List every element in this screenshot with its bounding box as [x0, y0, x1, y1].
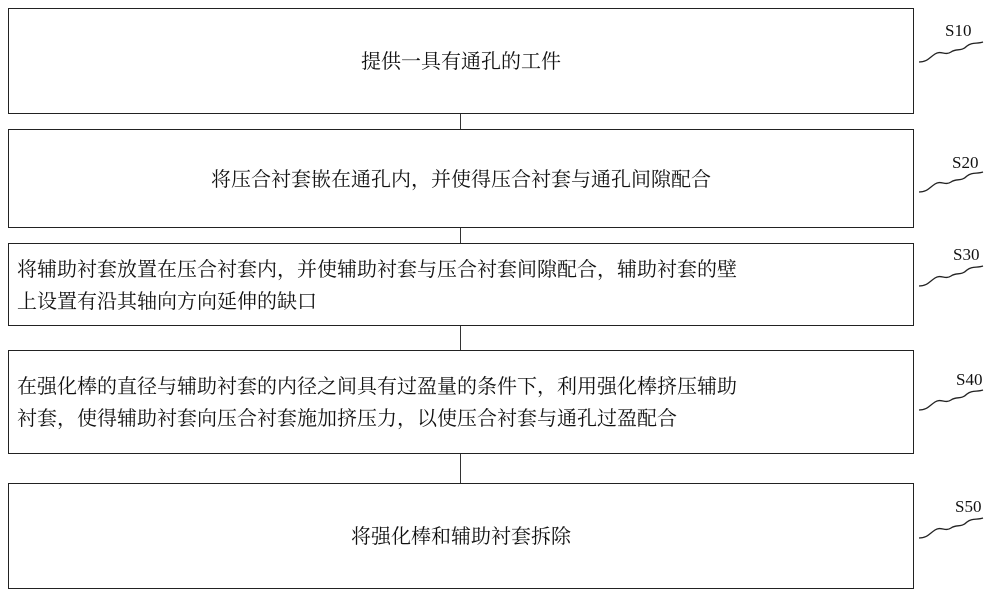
leader-line-s30 — [917, 262, 987, 292]
step-box-s10 — [8, 8, 914, 114]
connector-s40-s50 — [460, 454, 461, 483]
step-label-s40: S40 — [956, 370, 983, 389]
leader-line-s50 — [917, 514, 987, 544]
leader-line-s20 — [917, 168, 987, 198]
step-text-s40: 在强化棒的直径与辅助衬套的内径之间具有过盈量的条件下，利用强化棒挤压辅助 衬套，使得辅助衬套向压合衬套施加挤压力，以使压合衬套与通孔过盈配合 — [17, 374, 737, 430]
step-text-s20: 将压合衬套嵌在通孔内，并使得压合衬套与通孔间隙配合 — [211, 166, 711, 191]
step-box-s40 — [8, 350, 914, 454]
connector-s10-s20 — [460, 114, 461, 129]
leader-line-s10 — [917, 38, 987, 68]
step-box-s50 — [8, 483, 914, 589]
connector-s30-s40 — [460, 326, 461, 350]
step-label-s10: S10 — [945, 21, 972, 40]
step-box-s30 — [8, 243, 914, 326]
step-box-s20 — [8, 129, 914, 228]
step-text-s50: 将强化棒和辅助衬套拆除 — [351, 524, 571, 548]
step-label-s20: S20 — [952, 153, 979, 172]
step-label-s50: S50 — [955, 497, 982, 516]
step-text-s30: 将辅助衬套放置在压合衬套内，并使辅助衬套与压合衬套间隙配合，辅助衬套的壁 上设置有沿其轴向方向延伸的缺口 — [17, 256, 737, 313]
step-text-s10: 提供一具有通孔的工件 — [361, 49, 561, 73]
connector-s20-s30 — [460, 228, 461, 243]
leader-line-s40 — [917, 386, 987, 416]
step-label-s30: S30 — [953, 245, 980, 264]
